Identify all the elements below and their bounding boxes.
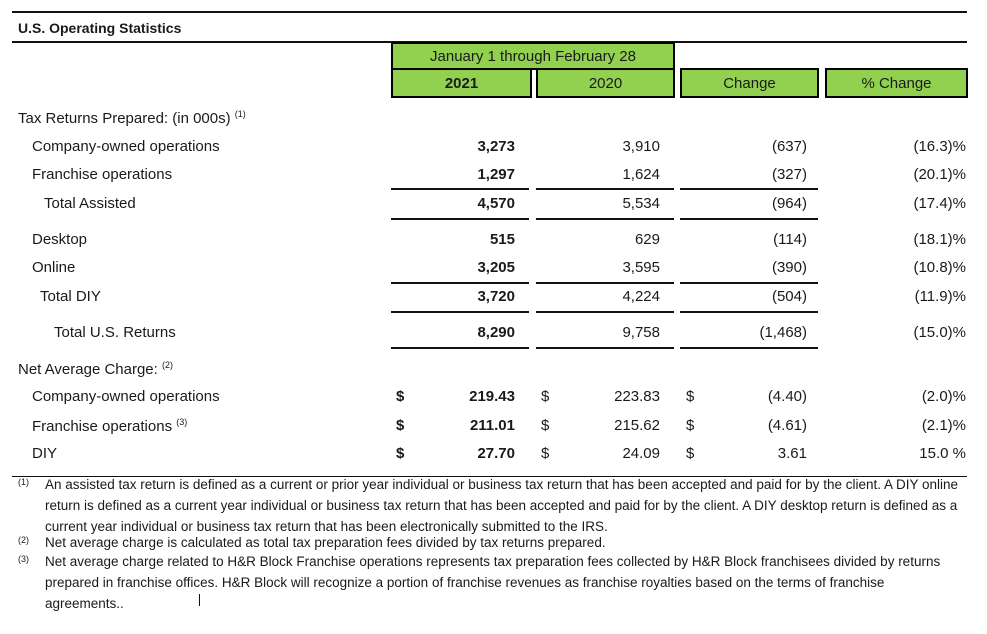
cell-change: (4.61) <box>767 417 807 434</box>
section-label-tax-returns <box>18 109 246 127</box>
cell-2021: 4,570 <box>477 195 515 212</box>
subtotal-rule <box>680 188 818 190</box>
cell-pct-change: (11.9)% <box>914 288 966 305</box>
total-rule <box>680 347 818 349</box>
currency-symbol: $ <box>686 417 695 434</box>
footnote-mark: (2) <box>18 535 29 545</box>
footnote-text: Net average charge related to H&R Block Franchise operations represents tax preparation fees collected by H&R Block franchisees divided by returns prepared in franchise offices. H&R Block will recognize a portion of franchise revenues as franchise royalties based on the terms of franchise agreements.. <box>45 554 941 611</box>
period-header: January 1 through February 28 <box>391 42 675 70</box>
subtotal-rule <box>536 282 674 284</box>
cell-pct-change: (2.0)% <box>921 388 966 405</box>
cell-pct-change: (18.1)% <box>913 231 966 248</box>
section-label-text: Net Average Charge: <box>18 361 158 378</box>
top-rule <box>12 11 967 13</box>
cell-pct-change: (10.8)% <box>913 259 966 276</box>
subtotal-rule <box>536 188 674 190</box>
cell-change: (964) <box>771 195 807 212</box>
row-label: Total Assisted <box>44 195 136 212</box>
cell-pct-change: (17.4)% <box>913 195 966 212</box>
cell-change: (390) <box>771 259 807 276</box>
cell-pct-change: (2.1)% <box>921 417 966 434</box>
total-rule <box>391 347 529 349</box>
row-label: Company-owned operations <box>32 388 220 405</box>
currency-symbol: $ <box>541 445 550 462</box>
subtotal-rule <box>536 218 674 220</box>
footnote-ref: (3) <box>176 417 188 427</box>
cell-change: 3.61 <box>777 445 807 462</box>
subtotal-rule <box>680 311 818 313</box>
subtotal-rule <box>536 311 674 313</box>
cell-2020: 629 <box>634 231 660 248</box>
subtotal-rule <box>391 188 529 190</box>
cell-change: (327) <box>771 166 807 183</box>
page-title: U.S. Operating Statistics <box>18 20 182 36</box>
currency-symbol: $ <box>396 445 405 462</box>
cell-2021: 219.43 <box>469 388 515 405</box>
subtotal-rule <box>391 218 529 220</box>
column-header-2020: 2020 <box>536 68 675 98</box>
cell-2021: 515 <box>489 231 515 248</box>
cell-change: (1,468) <box>759 324 807 341</box>
cell-2020: 215.62 <box>614 417 660 434</box>
row-label-franchise <box>32 417 187 435</box>
cell-2021: 27.70 <box>477 445 515 462</box>
row-label: Desktop <box>32 231 88 248</box>
currency-symbol: $ <box>686 388 695 405</box>
row-label: Online <box>32 259 76 276</box>
cell-2020: 3,910 <box>622 138 660 155</box>
cell-2020: 9,758 <box>622 324 660 341</box>
currency-symbol: $ <box>396 417 405 434</box>
subtotal-rule <box>391 311 529 313</box>
cell-2020: 4,224 <box>622 288 660 305</box>
cell-change: (637) <box>771 138 807 155</box>
cell-pct-change: 15.0 % <box>919 445 966 462</box>
cell-2020: 5,534 <box>622 195 660 212</box>
footnote-text: Net average charge is calculated as total tax preparation fees divided by tax returns prepared. <box>45 535 606 550</box>
currency-symbol: $ <box>686 445 695 462</box>
currency-symbol: $ <box>396 388 405 405</box>
cell-2020: 24.09 <box>622 445 660 462</box>
section-label-net-average-charge <box>18 360 173 378</box>
subtotal-rule <box>680 218 818 220</box>
cell-2021: 3,273 <box>477 138 515 155</box>
currency-symbol: $ <box>541 417 550 434</box>
footnote-ref: (1) <box>234 109 246 119</box>
section-label-text: Tax Returns Prepared: (in 000s) <box>18 110 231 127</box>
cell-change: (114) <box>773 231 807 248</box>
subtotal-rule <box>680 282 818 284</box>
cell-2021: 8,290 <box>477 324 515 341</box>
text-cursor <box>199 594 200 606</box>
cell-pct-change: (20.1)% <box>913 166 966 183</box>
cell-2021: 3,720 <box>477 288 515 305</box>
cell-change: (504) <box>771 288 807 305</box>
row-label-text: Franchise operations <box>32 418 173 435</box>
footnote-text: An assisted tax return is defined as a current or prior year individual or business tax return that has been accepted and paid for by the client. A DIY online return is defined as a current year individual or business tax return that has been accepted and paid for by the client. A DIY desktop return is defined as a current year individual or business tax return that has been electronically submitted to the IRS. <box>45 477 959 534</box>
column-header-change: Change <box>680 68 819 98</box>
footnote-ref: (2) <box>161 360 173 370</box>
column-header-2021: 2021 <box>391 68 532 98</box>
row-label: DIY <box>32 445 58 462</box>
subtotal-rule <box>391 282 529 284</box>
total-rule <box>536 347 674 349</box>
cell-2020: 3,595 <box>622 259 660 276</box>
cell-pct-change: (15.0)% <box>913 324 966 341</box>
cell-2021: 1,297 <box>477 166 515 183</box>
row-label: Total U.S. Returns <box>54 324 176 341</box>
footnote-mark: (3) <box>18 554 29 564</box>
cell-pct-change: (16.3)% <box>913 138 966 155</box>
row-label: Franchise operations <box>32 166 173 183</box>
cell-2020: 223.83 <box>614 388 660 405</box>
column-header-pct-change: % Change <box>825 68 968 98</box>
row-label: Total DIY <box>40 288 101 305</box>
cell-2021: 3,205 <box>477 259 515 276</box>
row-label: Company-owned operations <box>32 138 220 155</box>
cell-2020: 1,624 <box>622 166 660 183</box>
currency-symbol: $ <box>541 388 550 405</box>
cell-2021: 211.01 <box>469 417 515 434</box>
footnote-mark: (1) <box>18 477 29 487</box>
cell-change: (4.40) <box>767 388 807 405</box>
